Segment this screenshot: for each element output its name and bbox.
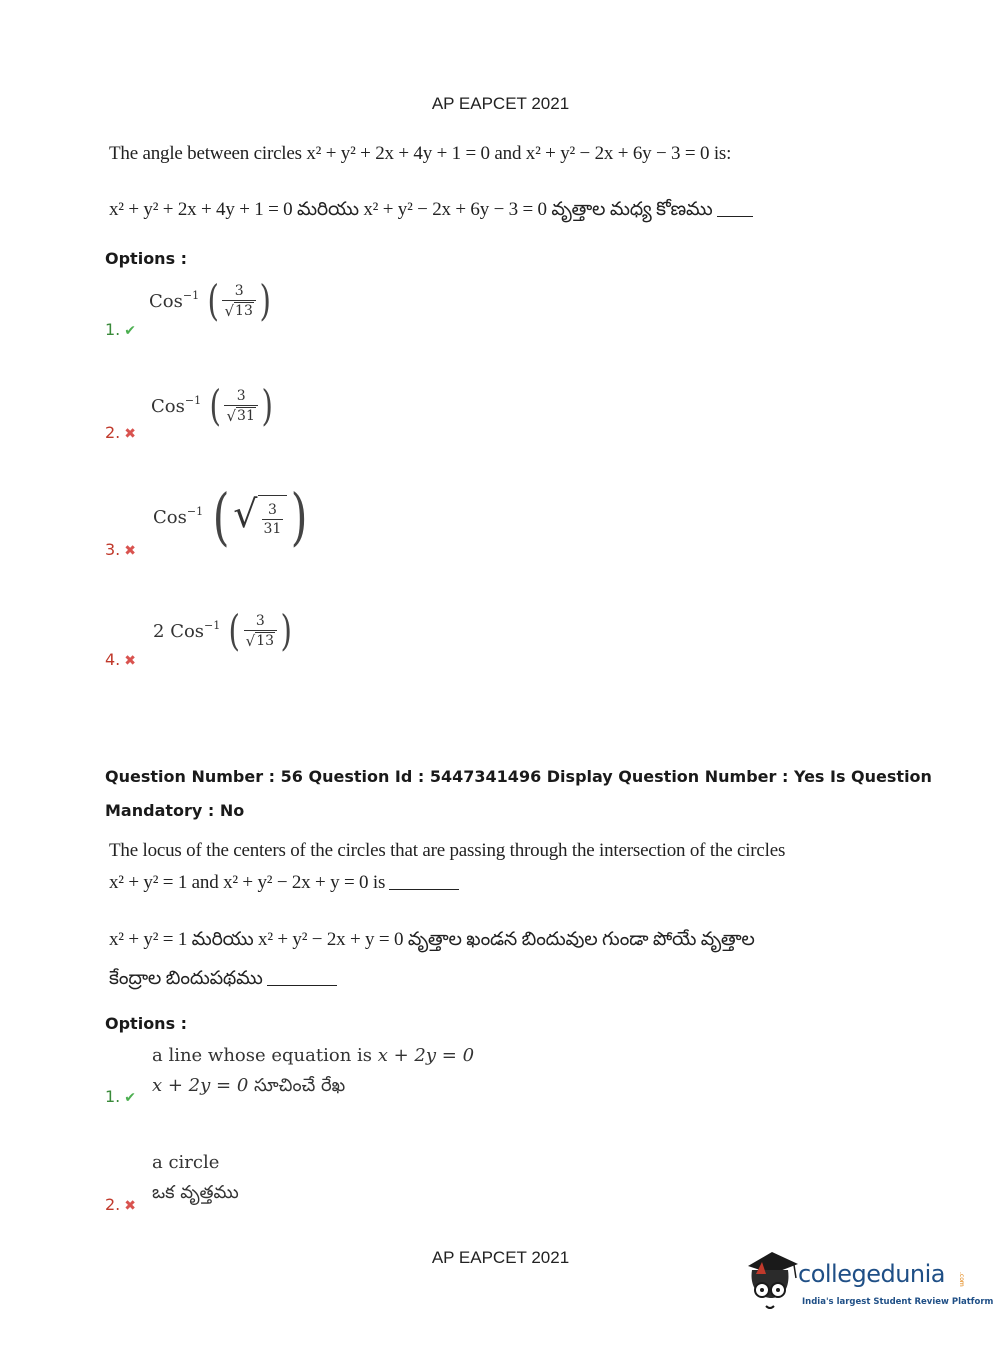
- logo-tagline: India's largest Student Review Platform: [802, 1297, 994, 1307]
- q2-option-2-text-te[interactable]: ఒక వృత్తము: [152, 1182, 239, 1203]
- question-1-text-te: x² + y² + 2x + 4y + 1 = 0 మరియు x² + y² − 2x + 6y − 3 = 0 వృత్తాల మధ్య కోణము: [109, 199, 753, 225]
- cross-icon: ✖: [124, 653, 136, 669]
- question-1-eq1: x² + y² + 2x + 4y + 1 = 0: [306, 143, 490, 164]
- q1-option-2-number: 2. ✖: [105, 423, 136, 442]
- q1-option-1-number: 1. ✔: [105, 320, 136, 339]
- question-2-text-te-line-1: x² + y² = 1 మరియు x² + y² − 2x + y = 0 వృత్తాల ఖండన బిందువుల గుండా పోయే వృత్తాల: [109, 929, 755, 950]
- logo-wordmark: collegedunia: [798, 1260, 946, 1288]
- mascot-icon: [742, 1248, 800, 1314]
- question-1-eq2: x² + y² − 2x + 6y − 3 = 0: [525, 143, 710, 164]
- logo-com: .com: [958, 1272, 965, 1287]
- q1-option-4-number: 4. ✖: [105, 650, 136, 669]
- q2-option-2-number: 2. ✖: [105, 1195, 136, 1214]
- question-2-meta-line-1: Question Number : 56 Question Id : 5447341496 Display Question Number : Yes Is Question: [105, 767, 932, 786]
- check-icon: ✔: [124, 323, 136, 339]
- page-header: AP EAPCET 2021: [431, 94, 570, 113]
- q1-option-2-expression[interactable]: Cos$^{-1}$ ( 3 √ 31 ): [151, 381, 273, 430]
- cross-icon: ✖: [124, 1198, 136, 1214]
- question-2-options-label: Options :: [105, 1014, 188, 1033]
- cross-icon: ✖: [124, 543, 136, 559]
- q1-option-3-expression[interactable]: Cos$^{-1}$ ( √ $\frac{3}{31}$ ): [153, 480, 308, 553]
- q1-option-4-expression[interactable]: 2 Cos$^{-1}$ ( 3 √ 13 ): [153, 606, 292, 655]
- q1-option-3-number: 3. ✖: [105, 540, 136, 559]
- question-2-text-en-line-2: x² + y² = 1 and x² + y² − 2x + y = 0 is: [109, 872, 459, 894]
- collegedunia-logo[interactable]: [742, 1246, 994, 1320]
- question-1-options-label: Options :: [105, 249, 188, 268]
- q2-option-2-text-en[interactable]: a circle: [152, 1152, 220, 1173]
- q1-option-1-expression[interactable]: Cos$^{-1}$ ( 3 √ 13 ): [149, 276, 271, 325]
- page-footer: AP EAPCET 2021: [431, 1248, 570, 1267]
- q2-option-1-number: 1. ✔: [105, 1087, 136, 1106]
- question-2-text-te-line-2: కేంద్రాల బిందుపథము: [109, 968, 337, 994]
- question-1-text-en: The angle between circles x² + y² + 2x + 4y + 1 = 0 and x² + y² − 2x + 6y − 3 = 0 is:: [109, 143, 732, 164]
- cross-icon: ✖: [124, 426, 136, 442]
- q2-option-1-text-te[interactable]: x + 2y = 0 సూచించే రేఖ: [152, 1075, 346, 1096]
- check-icon: ✔: [124, 1090, 136, 1106]
- question-2-text-en-line-1: The locus of the centers of the circles that are passing through the intersection of the circles: [109, 840, 786, 861]
- question-2-meta-line-2: Mandatory : No: [105, 801, 245, 820]
- q2-option-1-text-en[interactable]: a line whose equation is x + 2y = 0: [152, 1045, 475, 1066]
